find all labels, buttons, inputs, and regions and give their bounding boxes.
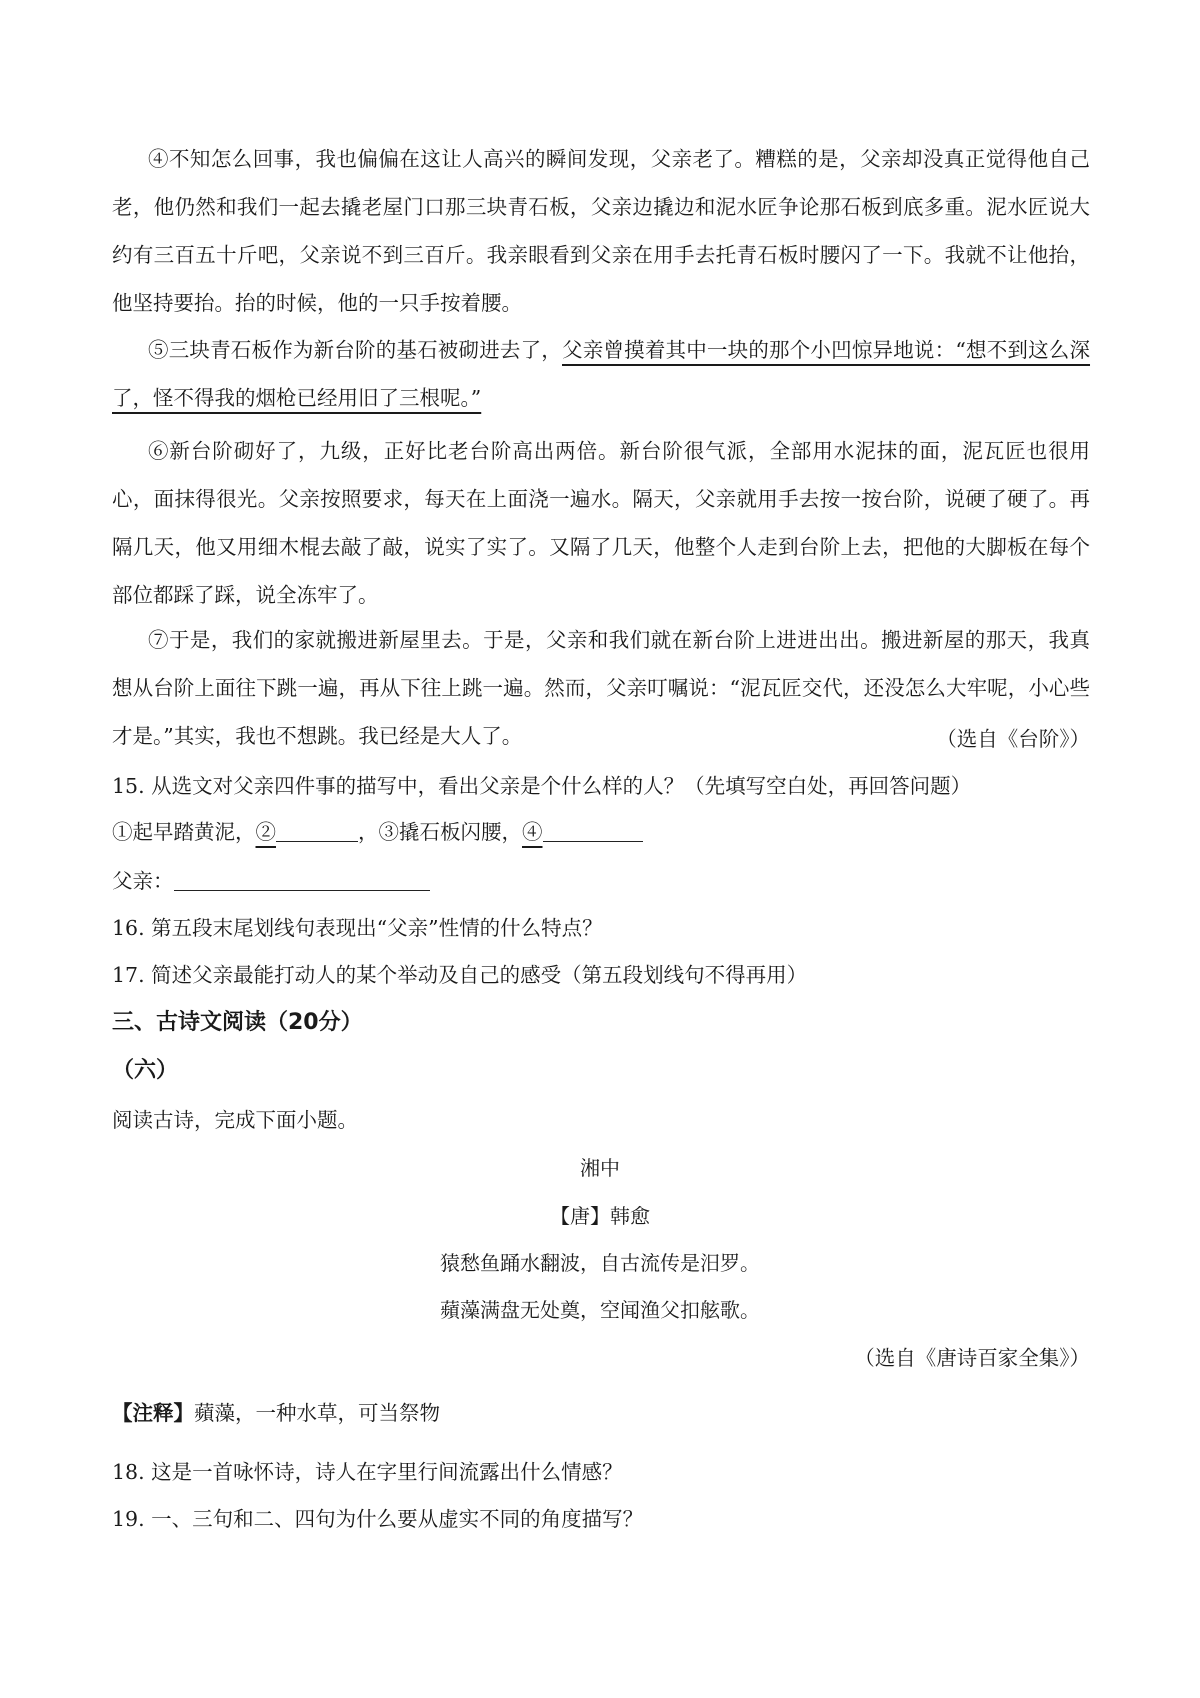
q15-father-label: 父亲： — [112, 869, 174, 893]
q15-father-blank[interactable] — [174, 868, 430, 891]
question-15: 15. 从选文对父亲四件事的描写中，看出父亲是个什么样的人？（先填写空白处，再回答问题） — [112, 774, 972, 798]
question-15-items — [112, 815, 643, 845]
paragraph-4: ④不知怎么回事，我也偏偏在这让人高兴的瞬间发现，父亲老了。糟糕的是，父亲却没真正觉得他自己老，他仍然和我们一起去撬老屋门口那三块青石板，父亲边撬边和泥水匠争论那石板到底多重。泥水匠说大约有三百五十斤吧，父亲说不到三百斤。我亲眼看到父亲在用手去托青石板时腰闪了一下。我就不让他抬，他坚持要抬。抬的时候，他的一只手按着腰。 — [112, 147, 1090, 315]
q15-item-4-marker: ④ — [522, 820, 543, 844]
poem-note — [112, 1396, 440, 1426]
poem-intro: 阅读古诗，完成下面小题。 — [112, 1108, 358, 1132]
question-15-father — [112, 864, 430, 894]
section-3-sub: （六） — [112, 1058, 179, 1083]
poem-line-2: 蘋藻满盘无处奠，空闻渔父扣舷歌。 — [440, 1298, 760, 1322]
q15-blank-4[interactable] — [543, 819, 643, 842]
paragraph-5-text: ⑤三块青石板作为新台阶的基石被砌进去了， — [148, 338, 563, 362]
question-16: 16. 第五段末尾划线句表现出“父亲”性情的什么特点？ — [112, 916, 603, 940]
q15-item-1: ①起早踏黄泥， — [112, 820, 256, 844]
section-3-heading: 三、古诗文阅读（20分） — [112, 1010, 363, 1035]
paragraph-6: ⑥新台阶砌好了，九级，正好比老台阶高出两倍。新台阶很气派，全部用水泥抹的面，泥瓦匠也很用心，面抹得很光。父亲按照要求，每天在上面浇一遍水。隔天，父亲就用手去按一按台阶，说硬了硬了。再隔几天，他又用细木棍去敲了敲，说实了实了。又隔了几天，他整个人走到台阶上去，把他的大脚板在每个部位都踩了踩，说全冻牢了。 — [112, 439, 1090, 607]
poem-author: 【唐】韩愈 — [550, 1204, 650, 1228]
poem-note-text: 蘋藻，一种水草，可当祭物 — [194, 1401, 440, 1425]
paragraph-5-underlined-sentence: 父亲曾摸着其中一块的那个小凹惊异地说：“想不到这么深了，怪不得我的烟枪已经用旧了三根呢。” — [112, 338, 1091, 410]
q15-item-2-marker: ② — [255, 820, 276, 844]
paragraph-7: ⑦于是，我们的家就搬进新屋里去。于是，父亲和我们就在新台阶上进进出出。搬进新屋的那天，我真想从台阶上面往下跳一遍，再从下往上跳一遍。然而，父亲叮嘱说：“泥瓦匠交代，还没怎么大牢呢，小心些才是。”其实，我也不想跳。我已经是大人了。 — [112, 628, 1090, 748]
source-citation-2: （选自《唐诗百家全集》） — [854, 1346, 1090, 1370]
poem-line-1: 猿愁鱼踊水翻波，自古流传是汨罗。 — [440, 1251, 760, 1275]
source-citation-1: （选自《台阶》） — [936, 727, 1090, 751]
q15-blank-2[interactable] — [276, 819, 358, 842]
poem-title: 湘中 — [580, 1156, 620, 1180]
question-17: 17. 简述父亲最能打动人的某个举动及自己的感受（第五段划线句不得再用） — [112, 963, 808, 987]
q15-item-3: ，③撬石板闪腰， — [358, 820, 522, 844]
question-19: 19. 一、三句和二、四句为什么要从虚实不同的角度描写？ — [112, 1507, 644, 1531]
paragraph-5 — [112, 326, 1090, 422]
question-18: 18. 这是一首咏怀诗，诗人在字里行间流露出什么情感？ — [112, 1460, 623, 1484]
poem-note-label: 【注释】 — [112, 1401, 194, 1425]
